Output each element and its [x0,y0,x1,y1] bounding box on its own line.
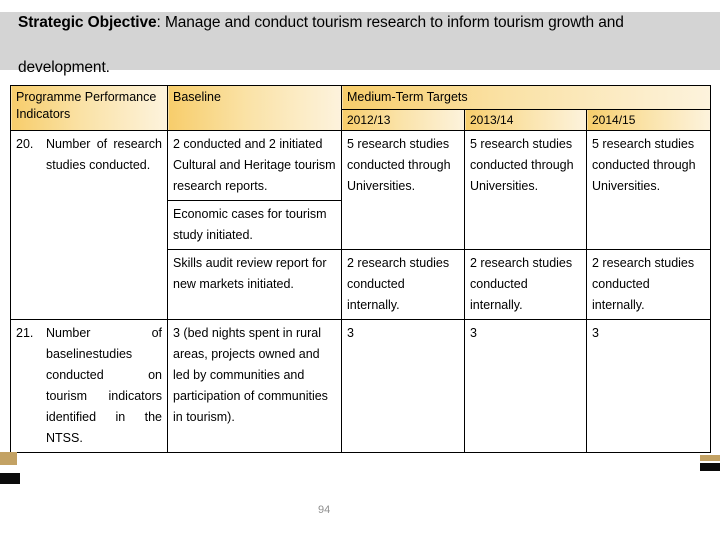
target-cell-21-y1: 3 [342,320,465,453]
indicator-number-21: 21. [16,326,34,340]
table-body [11,131,711,453]
target-cell-20-y3-b: 2 research studies conducted internally. [587,250,711,320]
baseline-cell-20-a: 2 conducted and 2 initiated Cultural and Heritage tourism research reports. [168,131,342,201]
table-row [11,320,711,453]
indicator-number-20: 20. [16,137,34,151]
column-header-year-2013-14: 2013/14 [465,110,587,131]
page-number: 94 [318,504,331,516]
indicator-cell-20 [11,131,168,320]
table-row [11,131,711,201]
strategic-objective-separator: : [156,14,161,31]
baseline-cell-21: 3 (bed nights spent in rural areas, projects owned and led by communities and participation of communities in tourism). [168,320,342,453]
target-cell-20-y1-b: 2 research studies conducted internally. [342,250,465,320]
performance-indicators-table [10,85,711,453]
column-header-year-2012-13: 2012/13 [342,110,465,131]
column-header-baseline: Baseline [168,86,342,131]
right-edge-gold-marker [700,455,720,461]
left-edge-black-marker [0,473,20,484]
column-header-year-2014-15: 2014/15 [587,110,711,131]
column-header-medium-term-targets: Medium-Term Targets [342,86,711,110]
strategic-objective-label: Strategic Objective [18,14,157,31]
indicator-text-20: Number of research studies conducted. [46,137,162,172]
column-header-indicators: Programme Performance Indicators [11,86,168,131]
indicator-cell-21 [11,320,168,453]
target-cell-21-y2: 3 [465,320,587,453]
right-edge-black-marker [700,463,720,471]
target-cell-20-y3-a: 5 research studies conducted through Universities. [587,131,711,250]
baseline-cell-20-b: Economic cases for tourism study initiated. [168,201,342,250]
baseline-cell-20-c: Skills audit review report for new markets initiated. [168,250,342,320]
table-header [11,86,711,131]
strategic-objective-heading [18,0,708,90]
strategic-objective-body: Manage and conduct tourism research to inform tourism growth and development. [18,14,624,76]
target-cell-20-y1-a: 5 research studies conducted through Universities. [342,131,465,250]
target-cell-21-y3: 3 [587,320,711,453]
target-cell-20-y2-b: 2 research studies conducted internally. [465,250,587,320]
indicator-text-21: Number of baselinestudies conducted on tourism indicators identified in the NTSS. [46,326,162,445]
left-edge-gold-marker [0,452,17,465]
target-cell-20-y2-a: 5 research studies conducted through Universities. [465,131,587,250]
header-row-primary [11,86,711,110]
